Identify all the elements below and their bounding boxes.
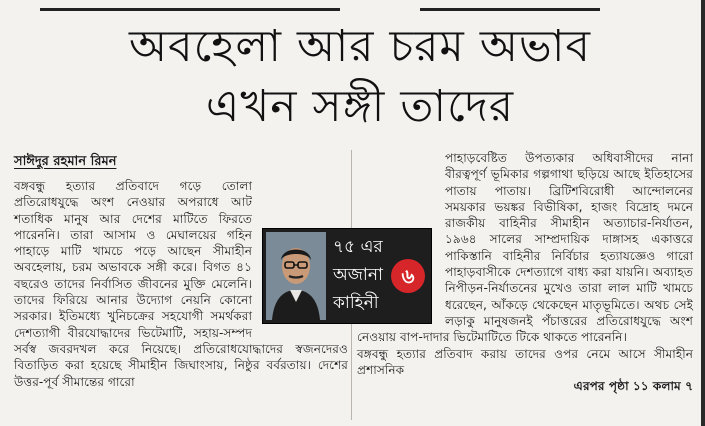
series-title-line-1: ৭৫ এর: [333, 237, 383, 257]
article-text-right-2: বঙ্গবন্ধু হত্যার প্রতিবাদ করায় তাদের ওপর নেমে আসে সীমাহীন প্রশাসনিক: [357, 346, 693, 377]
headline-line-2: এখন সঙ্গী তাদের: [205, 81, 515, 132]
portrait-icon: [266, 232, 326, 320]
article-text-right: পাহাড়বেষ্টিত উপত্যকার অধিবাসীদের নানা বীরত্বপূর্ণ ভূমিকার গল্পগাথা ছড়িয়ে আছে ইতিহাসের পাতায় পাতায়। ব্রিটিশবিরোধী আন্দোলনের সময়কার ভয়ঙ্কর বিভীষিকা, হাজং বিদ্রোহ দমনে রাজকীয় বাহিনীর সীমাহীন অত্যাচার-নির্যাতন, ১৯৬৪ সালের সাম্প্রদায়িক দাঙ্গাসহ একাত্তরে পাকিস্তানি বাহিনীর নির্বিচার হত্যাযজ্ঞেও গারো পাহাড়বাসীকে দেশত্যাগে বাধ্য করা যায়নি। অব্যাহত নিপীড়ন-নির্যাতনের মুখেও তারা লাল মাটি খামচে ধরেছেন, আঁকড়ে থেকেছেন মাতৃভূমিতে। অথচ সেই লড়াকু মানুষজনই পঁচাত্তরের প্রতিরোধযুদ্ধে অংশ নেওয়ায় বাপ-দাদার ভিটেমাটিতে টিকে থাকতে পারেননি।: [357, 151, 693, 345]
page-edge-rule: [701, 0, 705, 426]
article-text-left: বঙ্গবন্ধু হত্যার প্রতিবাদে গড়ে তোলা প্রতিরোধযুদ্ধে অংশ নেওয়ার অপরাধে আট শতাধিক মানুষ আর দেশের মাটিতে ফিরতে পারেননি। তারা আসাম ও মেঘালয়ের গহিন পাহাড়ে মাটি খামচে পড়ে আছেন সীমাহীন অবহেলায়, চরম অভাবকে সঙ্গী করে। বিগত ৪১ বছরেও তাদের নির্বাসিত জীবনের মুক্তি মেলেনি। তাদের ফিরিয়ে আনার উদ্যোগ নেয়নি কোনো সরকার। ইতিমধ্যে খুনিচক্রের সহযোগী সমর্থকরা দেশত্যাগী বীরযোদ্ধাদের ভিটেমাটি, সহায়-সম্পদ সর্বস্ব জবরদখল করে নিয়েছে। প্রতিরোধযোদ্ধাদের স্বজনদেরও বিতাড়িত করা হয়েছে সীমাহীন জিঘাংসায়, নিষ্ঠুর বর্বরতায়। দেশের উত্তর-পূর্ব সীমান্তের গারো: [14, 179, 348, 389]
continued-line: এরপর পৃষ্ঠা ১১ কলাম ৭: [573, 379, 693, 394]
byline: সাঈদুর রহমান রিমন: [14, 154, 117, 169]
headline-line-1: অবহেলা আর চরম অভাব: [129, 21, 591, 72]
series-title: [333, 233, 383, 317]
series-title-line-3: কাহিনী: [333, 293, 379, 313]
previous-article-fragment: [0, 0, 705, 12]
portrait-photo: [266, 232, 326, 320]
series-title-line-2: অজানা: [333, 265, 383, 285]
series-inset-box: [262, 228, 432, 324]
series-number-badge: ৬: [391, 259, 425, 293]
